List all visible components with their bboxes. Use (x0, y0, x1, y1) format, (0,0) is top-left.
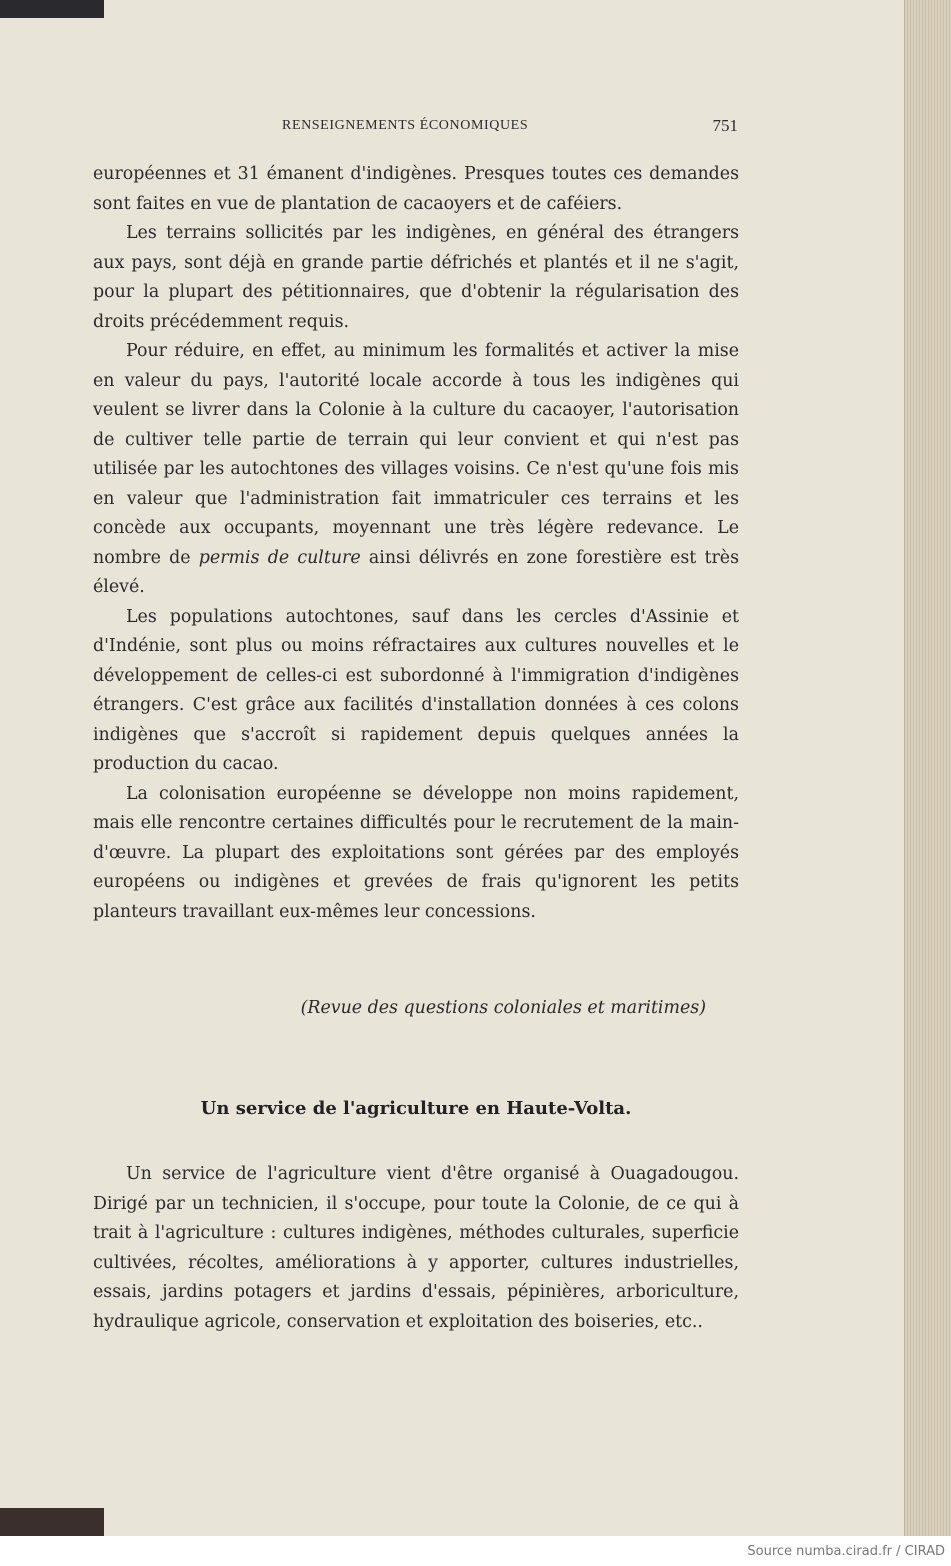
paragraph-3 (93, 337, 739, 603)
binding-corner-top (0, 0, 104, 18)
haute-volta-paragraph: Un service de l'agriculture vient d'être organisé à Ouagadougou. Dirigé par un technicien, il s'occupe, pour toute la Colonie, de ce qui à trait à l'agriculture : cultures indigènes, méthodes culturales, superficie cultivées, récoltes, améliorations à y apporter, cultures industrielles, essais, jardins potagers et jardins d'essais, pépinières, arboriculture, hydraulique agricole, conservation et exploitation des boiseries, etc.. (93, 1164, 739, 1332)
paragraph-3-start: Pour réduire, en effet, au minimum les formalités et activer la mise en valeur du pays, l'autorité locale accorde à tous les indigènes qui veulent se livrer dans la Colonie à la culture du cacaoyer, l'autorisation de cultiver telle partie de terrain qui leur convient et qui n'est pas utilisée par les autochtones des villages voisins. Ce n'est qu'une fois mis en valeur que l'administration fait immatriculer ces terrains et les concède aux occupants, moyennant une très légère redevance. Le nombre de (93, 341, 739, 568)
paragraph-1: européennes et 31 émanent d'indigènes. Presques toutes ces demandes sont faites en vue de plantation de cacaoyers et de caféiers. (93, 164, 739, 214)
source-credit: Source numba.cirad.fr / CIRAD (747, 1544, 945, 1559)
source-citation: (Revue des questions coloniales et maritimes) (300, 998, 706, 1018)
running-title: RENSEIGNEMENTS ÉCONOMIQUES (282, 118, 529, 133)
binding-corner-bottom (0, 1508, 104, 1536)
running-header (94, 116, 740, 138)
paragraph-2: Les terrains sollicités par les indigènes, en général des étrangers aux pays, sont déjà en grande partie défrichés et plantés et il ne s'agit, pour la plupart des pétitionnaires, que d'obtenir la régularisation des droits précédemment requis. (93, 223, 739, 332)
section-title-haute-volta: Un service de l'agriculture en Haute-Volta. (200, 1098, 632, 1119)
article-haute-volta-body (93, 1160, 739, 1337)
paragraph-3-end: ainsi délivrés en zone forestière est très élevé. (93, 547, 739, 597)
article-cote-ivoire-body (93, 160, 739, 927)
book-fore-edge (904, 0, 951, 1536)
page-number: 751 (712, 116, 738, 135)
permis-de-culture-term: permis de culture (198, 547, 361, 568)
paragraph-5: La colonisation européenne se développe non moins rapidement, mais elle rencontre certaines difficultés pour le recrutement de la main-d'œuvre. La plupart des exploitations sont gérées par des employés européens ou indigènes et grevées de frais qu'ignorent les petits planteurs travaillant eux-mêmes leur concessions. (93, 783, 739, 922)
paragraph-4: Les populations autochtones, sauf dans les cercles d'Assinie et d'Indénie, sont plus ou moins réfractaires aux cultures nouvelles et le développement de celles-ci est subordonné à l'immigration d'indigènes étrangers. C'est grâce aux facilités d'installation données à ces colons indigènes que s'accroît si rapidement depuis quelques années la production du cacao. (93, 606, 739, 774)
